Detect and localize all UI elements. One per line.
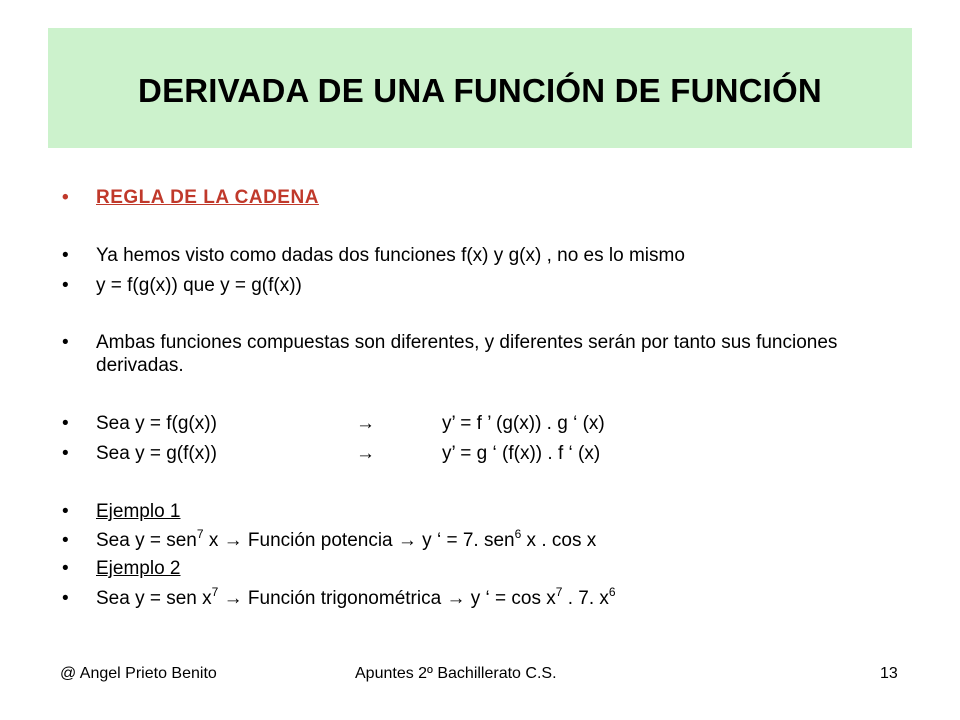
footer-author: @ Angel Prieto Benito bbox=[60, 665, 217, 682]
arrow-icon: → bbox=[223, 588, 243, 609]
arrow-icon: → bbox=[356, 413, 375, 434]
paragraph: Ambas funciones compuestas son diferentes, y diferentes serán por tanto sus funciones derivadas. bbox=[96, 332, 838, 376]
arrow-icon: → bbox=[356, 443, 375, 464]
intro-line-1: Ya hemos visto como dadas dos funciones f(x) y g(x) , no es lo mismo bbox=[96, 245, 685, 266]
bullet-icon: • bbox=[62, 245, 69, 266]
arrow-icon: → bbox=[397, 530, 417, 551]
sea-2-left: Sea y = g(f(x)) bbox=[96, 443, 217, 464]
bullet-icon: • bbox=[62, 275, 69, 296]
bullet-icon: • bbox=[62, 530, 69, 551]
title-band bbox=[48, 28, 912, 148]
ejemplo-1-label: Ejemplo 1 bbox=[96, 501, 181, 522]
arrow-icon: → bbox=[446, 588, 466, 609]
sea-1-left: Sea y = f(g(x)) bbox=[96, 413, 217, 434]
bullet-icon: • bbox=[62, 187, 69, 208]
ejemplo-1-line: Sea y = sen$^7$ x → Función potencia → y ‘ = 7. sen$^6$ x . cos x bbox=[96, 527, 597, 551]
intro-line-2: y = f(g(x)) que y = g(f(x)) bbox=[96, 275, 302, 296]
section-heading: REGLA DE LA CADENA bbox=[96, 187, 319, 208]
bullet-icon: • bbox=[62, 588, 69, 609]
bullet-icon: • bbox=[62, 443, 69, 464]
footer-course: Apuntes 2º Bachillerato C.S. bbox=[355, 665, 557, 682]
bullet-icon: • bbox=[62, 332, 69, 353]
ejemplo-2-line: Sea y = sen $x^7$ → Función trigonométrica → y ‘ = $\cos x^7$ . 7. $x^6$ bbox=[96, 585, 616, 609]
arrow-icon: → bbox=[223, 530, 243, 551]
ejemplo-2-label: Ejemplo 2 bbox=[96, 558, 181, 579]
slide-title: DERIVADA DE UNA FUNCIÓN DE FUNCIÓN bbox=[138, 72, 822, 109]
bullet-icon: • bbox=[62, 501, 69, 522]
bullet-icon: • bbox=[62, 413, 69, 434]
bullet-icon: • bbox=[62, 558, 69, 579]
footer-page-number: 13 bbox=[880, 665, 898, 682]
sea-1-right: y’ = f ’ (g(x)) . g ‘ (x) bbox=[442, 413, 605, 434]
sea-2-right: y’ = g ‘ (f(x)) . f ‘ (x) bbox=[442, 443, 601, 464]
